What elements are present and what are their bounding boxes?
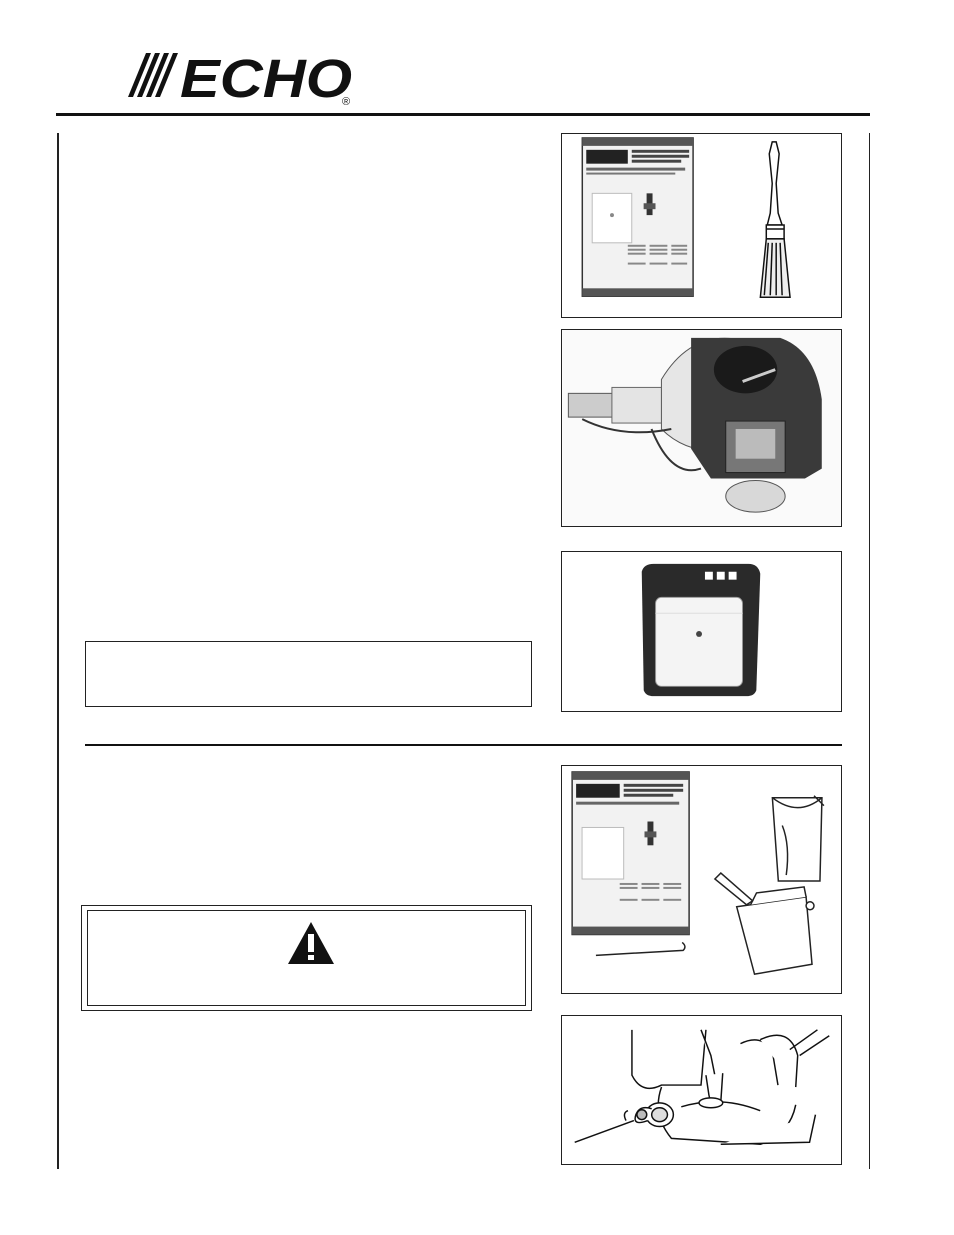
fuel-can <box>715 873 814 974</box>
product-kit-card <box>572 772 689 935</box>
left-margin-rule <box>57 133 59 1169</box>
fuel-filter-hook <box>575 1103 674 1142</box>
registered-mark: ® <box>342 96 351 108</box>
note-box <box>85 641 532 707</box>
figure-fuel-filter-removal <box>561 1015 842 1165</box>
warning-triangle-icon <box>286 920 336 966</box>
hook-wire <box>596 942 685 955</box>
echo-logo <box>120 45 360 110</box>
warning-box <box>81 905 532 1011</box>
plastic-bag <box>772 796 824 881</box>
logo-wordmark: ECHO <box>180 49 352 109</box>
figure-air-filter-kit <box>561 133 842 318</box>
paintbrush <box>760 142 790 297</box>
figure-engine-air-filter <box>561 329 842 527</box>
figure-fuel-filter-kit <box>561 765 842 994</box>
warning-box-inner <box>87 910 526 1006</box>
figure-air-filter-element <box>561 551 842 712</box>
filter-element <box>642 564 761 696</box>
product-kit-card <box>582 138 693 296</box>
right-margin-rule <box>869 133 870 1169</box>
header-rule <box>56 113 870 116</box>
section-divider <box>85 744 842 746</box>
